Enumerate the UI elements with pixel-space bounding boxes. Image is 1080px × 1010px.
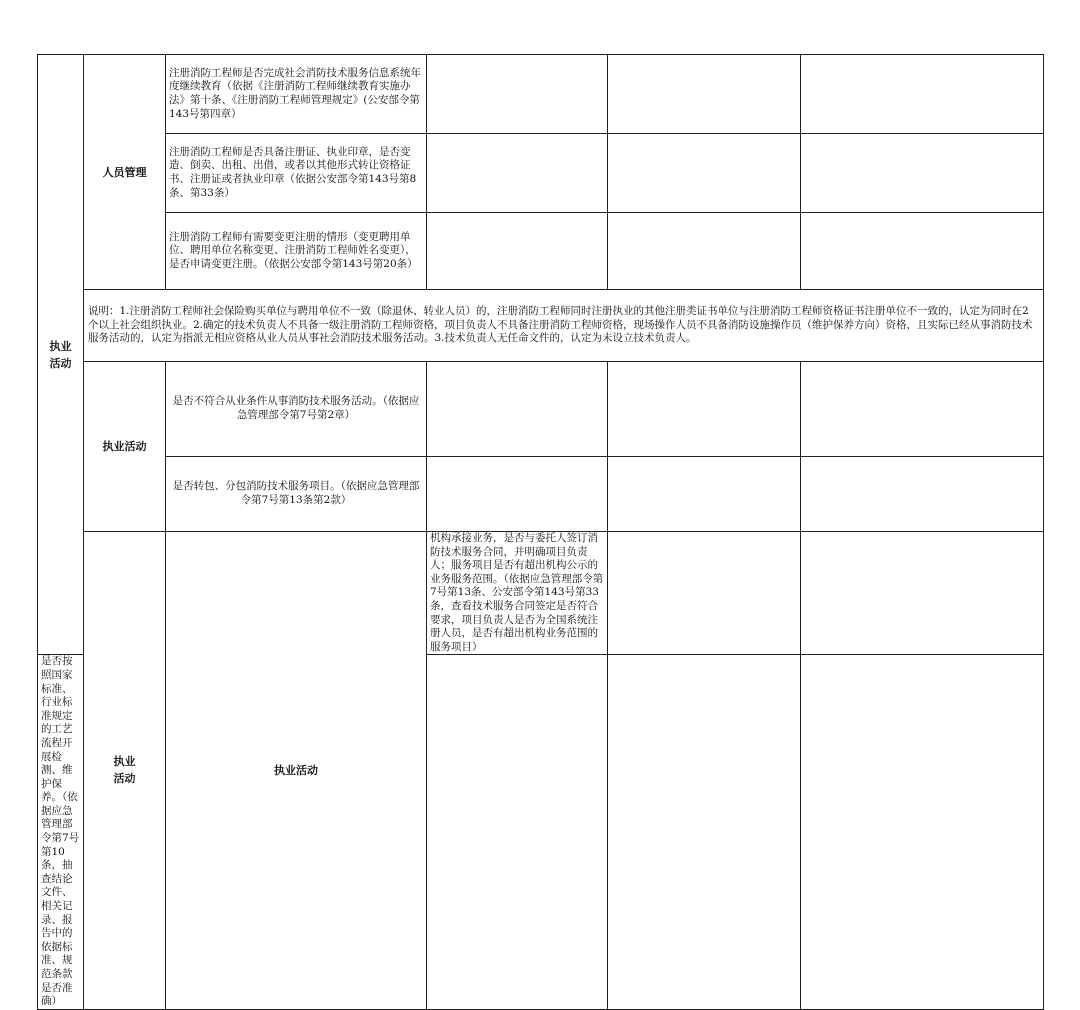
blank-cell [608, 655, 801, 1009]
category-label: 执业活动 [113, 755, 136, 786]
blank-cell [801, 362, 1044, 457]
blank-cell [801, 457, 1044, 532]
check-item: 注册消防工程师是否具备注册证、执业印章，是否变造、倒卖、出租、出借，或者以其他形式转让资格证书、注册证或者执业印章（依据公安部令第143号第8条、第33条） [166, 134, 427, 213]
check-item: 是否转包、分包消防技术服务项目。（依据应急管理部令第7号第13条第2款） [166, 457, 427, 532]
table-row [38, 290, 1044, 362]
subcategory-cell [166, 532, 427, 1010]
check-item: 是否按照国家标准、行业标准规定的工艺流程开展检测、维护保养。（依据应急管理部令第7号第10条，抽查结论文件、相关记录、报告中的依据标准、规范条款是否准确） [38, 655, 84, 1009]
check-item: 注册消防工程师是否完成社会消防技术服务信息系统年度继续教育（依据《注册消防工程师继续教育实施办法》第十条、《注册消防工程师管理规定》(公安部令第143号第四章） [166, 55, 427, 134]
blank-cell [427, 655, 608, 1009]
subcategory-cell [84, 362, 166, 532]
table-row [38, 362, 1044, 457]
blank-cell [427, 134, 608, 213]
table-row [38, 457, 1044, 532]
table-row [38, 55, 1044, 134]
blank-cell [801, 655, 1044, 1009]
blank-cell [427, 362, 608, 457]
blank-cell [608, 55, 801, 134]
blank-cell [608, 362, 801, 457]
inspection-checklist-table [37, 54, 1044, 1010]
blank-cell [801, 532, 1044, 655]
subcategory-label: 人员管理 [102, 165, 147, 179]
category-label: 执业活动 [49, 339, 72, 370]
blank-cell [427, 213, 608, 290]
blank-cell [608, 457, 801, 532]
blank-cell [427, 55, 608, 134]
blank-cell [427, 457, 608, 532]
blank-cell [608, 532, 801, 655]
note-cell: 说明：1.注册消防工程师社会保险购买单位与聘用单位不一致（除退休、转业人员）的，注册消防工程师同时注册执业的其他注册类证书单位与注册消防工程师资格证书注册单位不一致的，认定为同时在2个以上社会组织执业。2.确定的技术负责人不具备一级注册消防工程师资格，项目负责人不具备注册消防工程师资格，现场操作人员不具备消防设施操作员（维护保养方向）资格，且实际已经从事消防技术服务活动的，认定为指派无相应资格从业人员从事社会消防技术服务活动。3.技术负责人无任命文件的，认定为未设立技术负责人。 [84, 290, 1044, 362]
blank-cell [608, 134, 801, 213]
subcategory-label: 执业活动 [274, 763, 318, 777]
category-cell [38, 55, 84, 655]
blank-cell [801, 213, 1044, 290]
subcategory-label: 执业活动 [102, 440, 147, 453]
blank-cell [801, 55, 1044, 134]
table-row [38, 532, 1044, 655]
table-row [38, 134, 1044, 213]
check-item: 是否不符合从业条件从事消防技术服务活动。（依据应急管理部令第7号第2章） [166, 362, 427, 457]
subcategory-cell [84, 55, 166, 290]
category-cell [84, 532, 166, 1010]
check-item: 注册消防工程师有需要变更注册的情形（变更聘用单位、聘用单位名称变更、注册消防工程师姓名变更），是否申请变更注册。（依据公安部令第143号第20条） [166, 213, 427, 290]
table-row [38, 213, 1044, 290]
blank-cell [608, 213, 801, 290]
blank-cell [801, 134, 1044, 213]
check-item: 机构承接业务，是否与委托人签订消防技术服务合同，并明确项目负责人；服务项目是否有超出机构公示的业务服务范围。（依据应急管理部令第7号第13条、公安部令第143号第33条，查看技术服务合同签定是否符合要求，项目负责人是否为全国系统注册人员，是否有超出机构业务范围的服务项目） [427, 532, 608, 655]
